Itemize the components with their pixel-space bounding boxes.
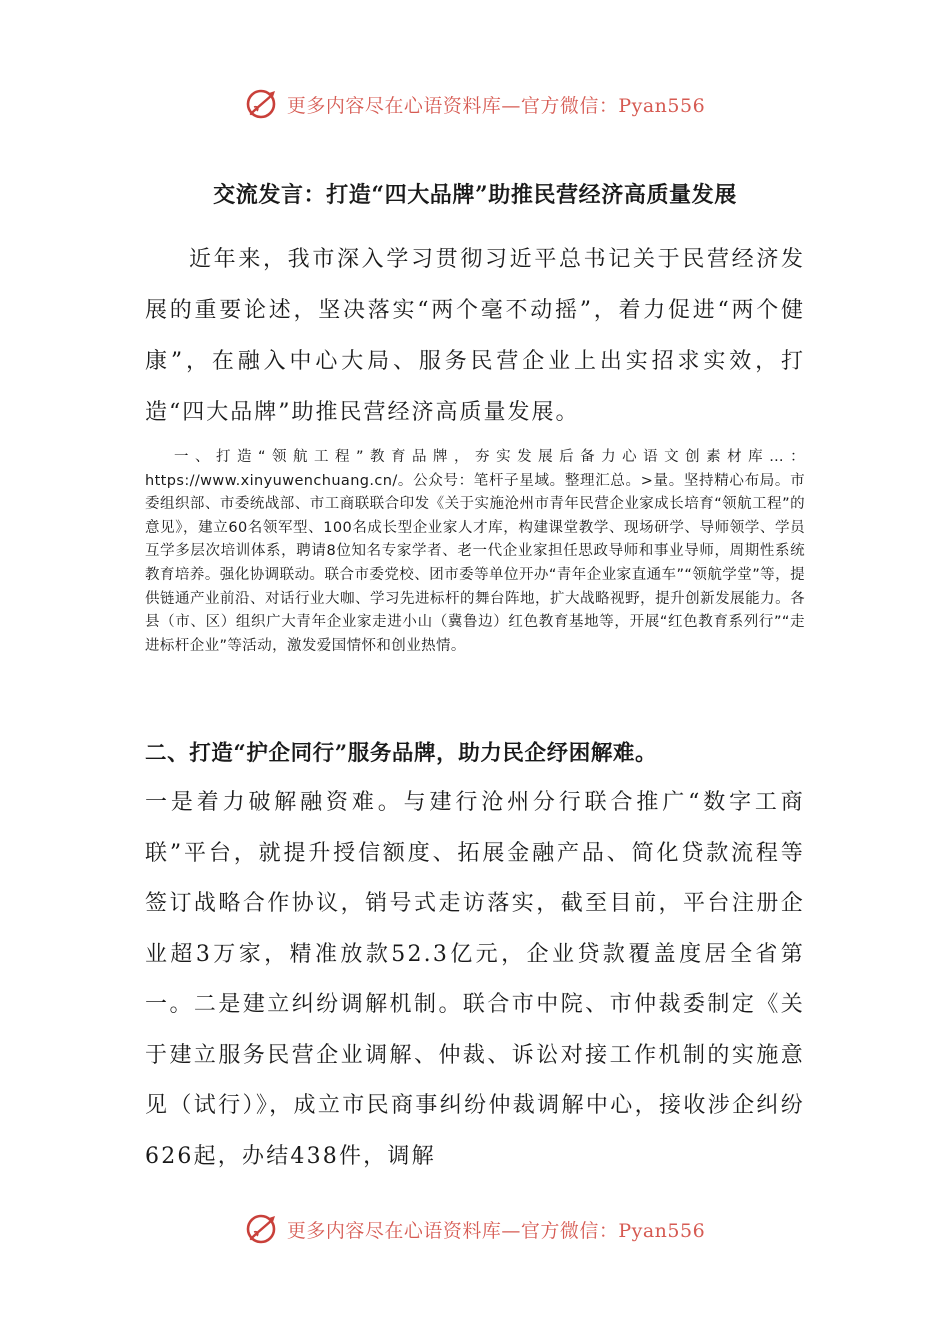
section-2-heading: 二、打造“护企同行”服务品牌，助力民企纾困解难。 xyxy=(145,741,658,766)
document-title: 交流发言：打造“四大品牌”助推民营经济高质量发展 xyxy=(213,182,737,208)
header-banner xyxy=(0,84,950,124)
intro-paragraph: 近年来，我市深入学习贯彻习近平总书记关于民营经济发展的重要论述，坚决落实“两个毫不动摇”，着力促进“两个健康”，在融入中心大局、服务民营企业上出实招求实效，打造“四大品牌”助推民营经济高质量发展。 xyxy=(145,247,805,425)
banner-text: 更多内容尽在心语资料库—官方微信：Pyan556 xyxy=(286,1219,706,1242)
pen-logo-icon xyxy=(245,1212,279,1246)
section-1-paragraph: 一、打造“领航工程”教育品牌，夯实发展后备力心语文创素材库…：https://www.xinyuwenchuang.cn/。公众号：笔杆子星域。整理汇总。>量。坚持精心布局。市委组织部、市委统战部、市工商联联合印发《关于实施沧州市青年民营企业家成长培育“领航工程”的意见》，建立60名领军型、100名成长型企业家人才库，构建课堂教学、现场研学、导师领学、学员互学多层次培训体系，聘请8位知名专家学者、老一代企业家担任思政导师和事业导师，周期性系统教育培养。强化协调联动。联合市委党校、团市委等单位开办“青年企业家直通车”“领航学堂”等，提供链通产业前沿、对话行业大咖、学习先进标杆的舞台阵地，扩大战略视野，提升创新发展能力。各县（市、区）组织广大青年企业家走进小山（冀鲁边）红色教育基地等，开展“红色教育系列行”“走进标杆企业”等活动，激发爱国情怀和创业热情。 xyxy=(145,449,805,654)
section-2-paragraph: 一是着力破解融资难。与建行沧州分行联合推广“数字工商联”平台，就提升授信额度、拓展金融产品、简化贷款流程等签订战略合作协议，销号式走访落实，截至目前，平台注册企业超3万家，精准放款52.3亿元，企业贷款覆盖度居全省第一。二是建立纠纷调解机制。联合市中院、市仲裁委制定《关于建立服务民营企业调解、仲裁、诉讼对接工作机制的实施意见（试行）》，成立市民商事纠纷仲裁调解中心，接收涉企纠纷626起，办结438件，调解 xyxy=(145,790,805,1169)
pen-logo-icon xyxy=(245,87,279,121)
banner-text: 更多内容尽在心语资料库—官方微信：Pyan556 xyxy=(286,94,706,117)
footer-banner xyxy=(0,1209,950,1249)
